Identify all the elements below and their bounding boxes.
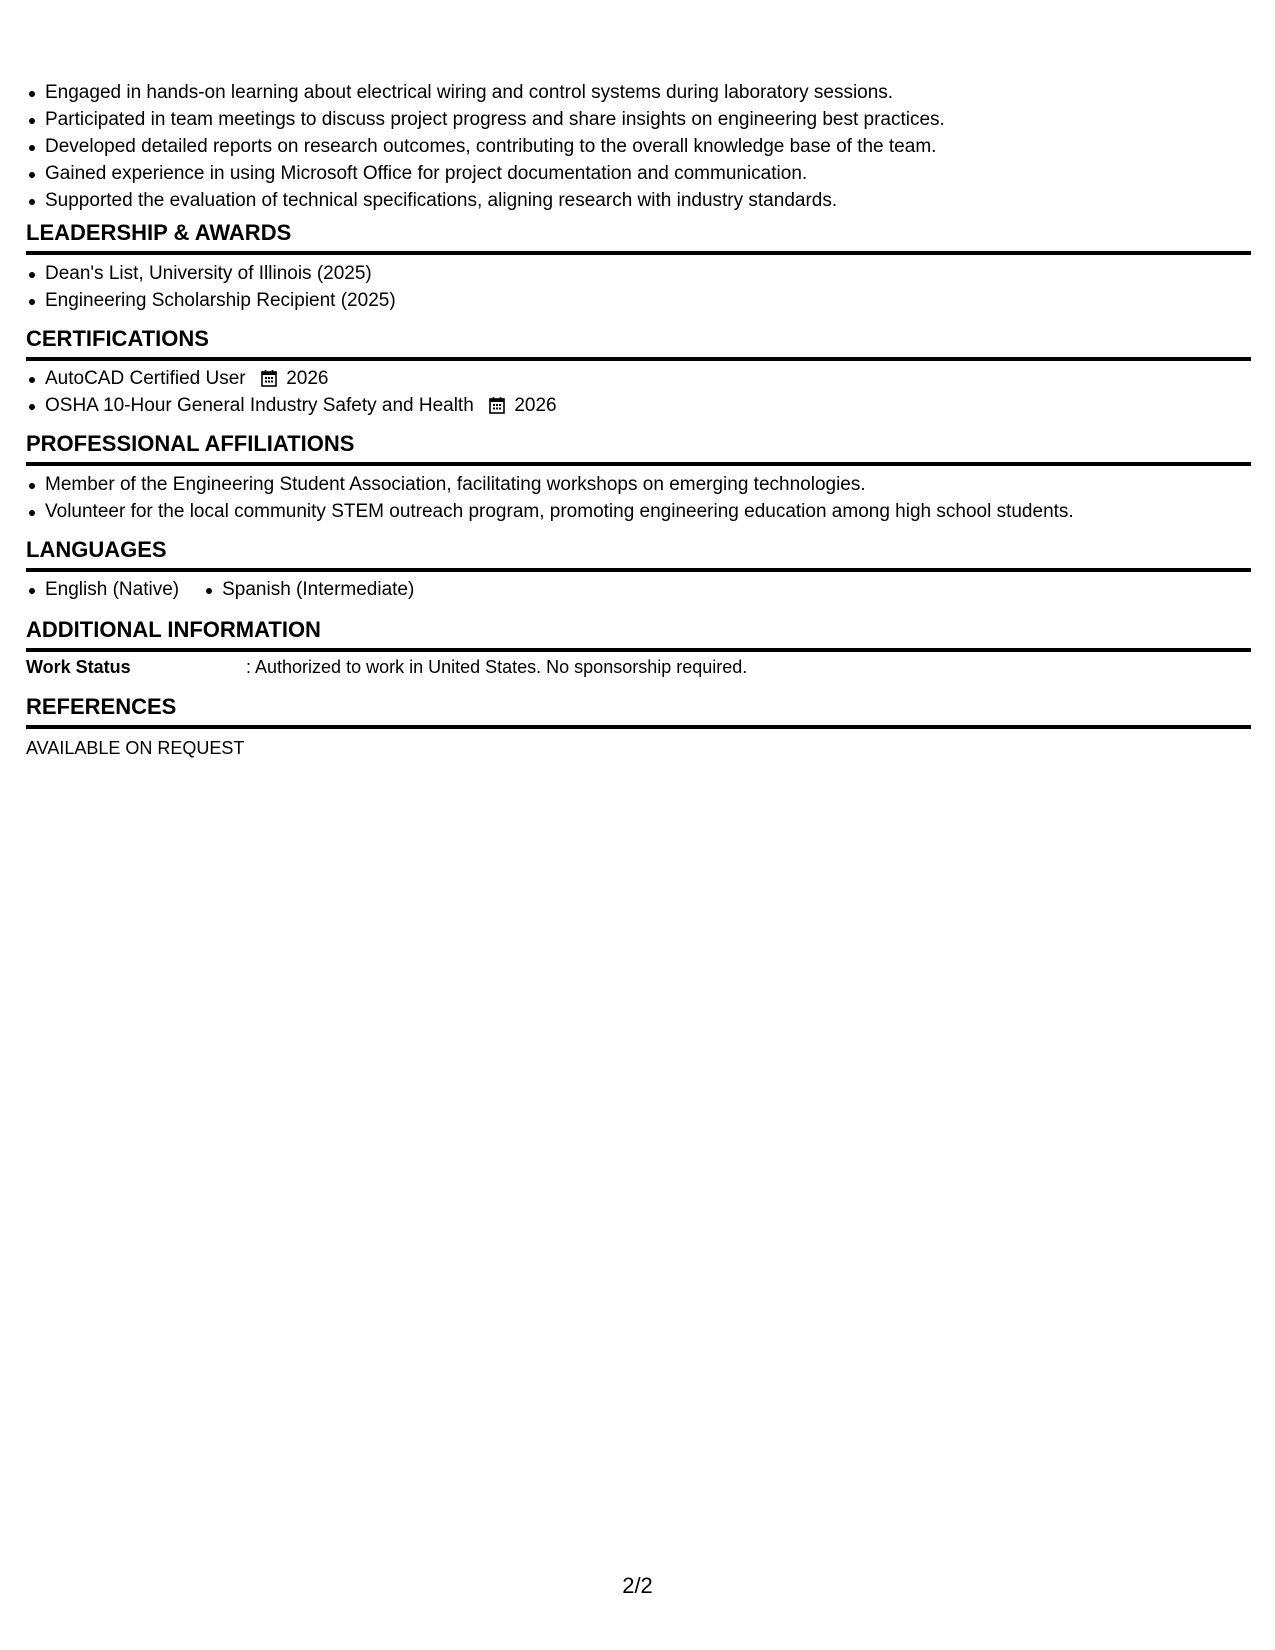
leadership-heading: LEADERSHIP & AWARDS [26,220,1251,255]
certifications-list [26,365,1251,419]
calendar-icon [261,369,277,387]
list-item: Gained experience in using Microsoft Office for project documentation and communication. [26,160,945,187]
list-item: Dean's List, University of Illinois (2025) [26,260,1251,287]
work-status-value: : Authorized to work in United States. No sponsorship required. [246,657,748,677]
work-status-row [26,654,1251,680]
page-number: 2/2 [622,1573,653,1598]
certification-year: 2026 [286,368,329,389]
list-item: Engaged in hands-on learning about electrical wiring and control systems during laboratory sessions. [26,79,945,106]
list-item: Supported the evaluation of technical specifications, aligning research with industry standards. [26,187,945,214]
references-heading: REFERENCES [26,694,1251,729]
language-item: Spanish (Intermediate) [203,576,414,603]
certification-item [26,392,1251,419]
list-item: Volunteer for the local community STEM outreach program, promoting engineering education among high school students. [26,498,1251,525]
language-item: English (Native) [26,576,179,603]
affiliations-heading: PROFESSIONAL AFFILIATIONS [26,431,1251,466]
list-item: Developed detailed reports on research outcomes, contributing to the overall knowledge base of the team. [26,133,945,160]
certification-name: AutoCAD Certified User [45,368,246,389]
list-item: Participated in team meetings to discuss project progress and share insights on engineering best practices. [26,106,945,133]
experience-bullets [26,79,945,214]
certification-name: OSHA 10-Hour General Industry Safety and Health [45,395,474,416]
certification-item [26,365,1251,392]
list-item: Member of the Engineering Student Association, facilitating workshops on emerging technologies. [26,471,1251,498]
resume-page [26,0,1251,758]
additional-info-heading: ADDITIONAL INFORMATION [26,617,1251,652]
languages-list [26,576,1251,603]
certifications-heading: CERTIFICATIONS [26,326,1251,361]
calendar-icon [489,396,505,414]
affiliations-list [26,471,1251,525]
leadership-list [26,260,1251,314]
certification-year: 2026 [514,395,557,416]
references-text: AVAILABLE ON REQUEST [26,738,245,758]
languages-heading: LANGUAGES [26,537,1251,572]
list-item: Engineering Scholarship Recipient (2025) [26,287,1251,314]
work-status-label: Work Status [26,657,131,677]
